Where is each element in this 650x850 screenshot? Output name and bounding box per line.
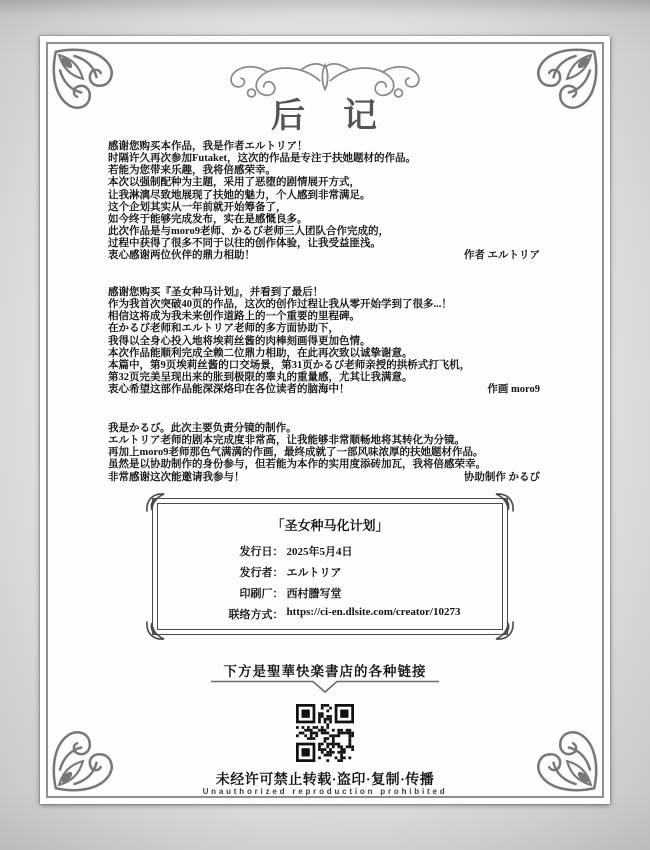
text-line: 作为我首次突破40页的作品，这次的创作过程让我从零开始学到了很多...！: [108, 299, 452, 311]
text-line: 本次以强制配种为主题，采用了恶堕的剧情展开方式，: [108, 177, 360, 189]
text-line: 若能为您带来乐趣，我将倍感荣幸。: [108, 165, 276, 177]
colophon-label: 发行日：: [239, 546, 284, 558]
text-line: 相信这将成为我未来创作道路上的一个重要的里程碑。: [108, 311, 360, 323]
text-line: 我是かるび。此次主要负责分镜的制作。: [108, 423, 297, 434]
colophon-label: 印刷厂：: [239, 588, 284, 600]
contact-url: https://ci-en.dlsite.com/creator/10273: [286, 606, 461, 618]
text-line: 感谢您购买本作品，我是作者エルトリア！: [108, 141, 308, 152]
colophon-box: [157, 503, 503, 630]
text-line: 再加上moro9老师那色气满满的作画，最终成就了一部风味浓厚的扶她题材作品。: [108, 447, 484, 459]
text-line: 我得以全身心投入地将埃莉丝酱的肉棒刻画得更加色情。: [108, 335, 371, 347]
colophon-value: 2025年5月4日: [286, 546, 353, 558]
afterword-paragraph-artist: [108, 287, 540, 396]
work-title: 「圣女种马化计划」: [271, 518, 389, 533]
links-caption: 下方是聖華快楽書店的各种链接: [223, 664, 427, 679]
text-line: 本次作品能顺利完成全赖二位鼎力相助，在此再次致以诚挚谢意。: [108, 347, 413, 359]
credit-assistant: 协助制作 かるび: [463, 471, 540, 483]
text-line: 虽然是以协助制作的身份参与，但若能为本作的实用度添砖加瓦，我将倍感荣幸。: [108, 459, 486, 471]
down-notch-divider-icon: [210, 680, 440, 694]
text-line: 如今终于能够完成发布，实在是感慨良多。: [108, 213, 308, 225]
colophon-value: 西村謄写堂: [286, 588, 342, 600]
colophon-row: [200, 543, 461, 564]
curl-ornament-icon: [494, 621, 516, 643]
page-title: 后 记: [271, 98, 379, 135]
colophon-rows: [200, 543, 461, 627]
text-line: 衷心希望这部作品能深深烙印在各位读者的脑海中！: [108, 384, 350, 396]
colophon-row: [200, 564, 461, 585]
text-line: 非常感谢这次能邀请我参与！: [108, 471, 245, 483]
text-line: 本篇中，第9页埃莉丝酱的口交场景，第31页かるび老师亲授的拱桥式打飞机，: [108, 359, 471, 371]
credit-artist: 作画 moro9: [487, 384, 540, 396]
afterword-paragraph-author: [108, 141, 540, 262]
qr-code: [296, 704, 354, 762]
credit-author: 作者 エルトリア: [463, 250, 540, 262]
text-line: 让我淋漓尽致地展现了扶她的魅力，个人感到非常满足。: [108, 189, 371, 201]
colophon-row: [200, 606, 461, 627]
afterword-page: [40, 36, 610, 804]
afterword-paragraph-assistant: [108, 423, 540, 484]
copyright-notice-cn: 未经许可禁止转载·盗印·复制·传播: [215, 773, 435, 788]
colophon-label: 发行者：: [239, 567, 284, 579]
text-line: 第32页完美呈现出来的胀到极限的睾丸的重量感，尤其让我满意。: [108, 371, 413, 383]
colophon-label: 联络方式：: [228, 609, 284, 621]
colophon-value: エルトリア: [286, 567, 342, 579]
text-line: 时隔许久再次参加Futaket，这次的作品是专注于扶她题材的作品。: [108, 153, 416, 165]
text-line: 此次作品是与moro9老师、かるび老师三人团队合作完成的，: [108, 225, 389, 237]
text-line: 过程中获得了很多不同于以往的创作体验，让我受益匪浅。: [108, 238, 381, 250]
text-line: 衷心感谢两位伙伴的鼎力相助！: [108, 250, 255, 262]
curl-ornament-icon: [494, 490, 516, 512]
text-line: エルトリア老师的剧本完成度非常高，让我能够非常顺畅地将其转化为分镜。: [108, 435, 465, 447]
text-line: 这个企划其实从一年前就开始筹备了，: [108, 201, 287, 213]
colophon-row: [200, 585, 461, 606]
curl-ornament-icon: [144, 621, 166, 643]
curl-ornament-icon: [144, 490, 166, 512]
text-line: 在かるび老师和エルトリア老师的多方面协助下，: [108, 323, 339, 335]
copyright-notice-en: Unauthorized reproduction prohibited: [202, 787, 448, 796]
text-line: 感谢您购买『圣女种马计划』，并看到了最后！: [108, 287, 324, 298]
